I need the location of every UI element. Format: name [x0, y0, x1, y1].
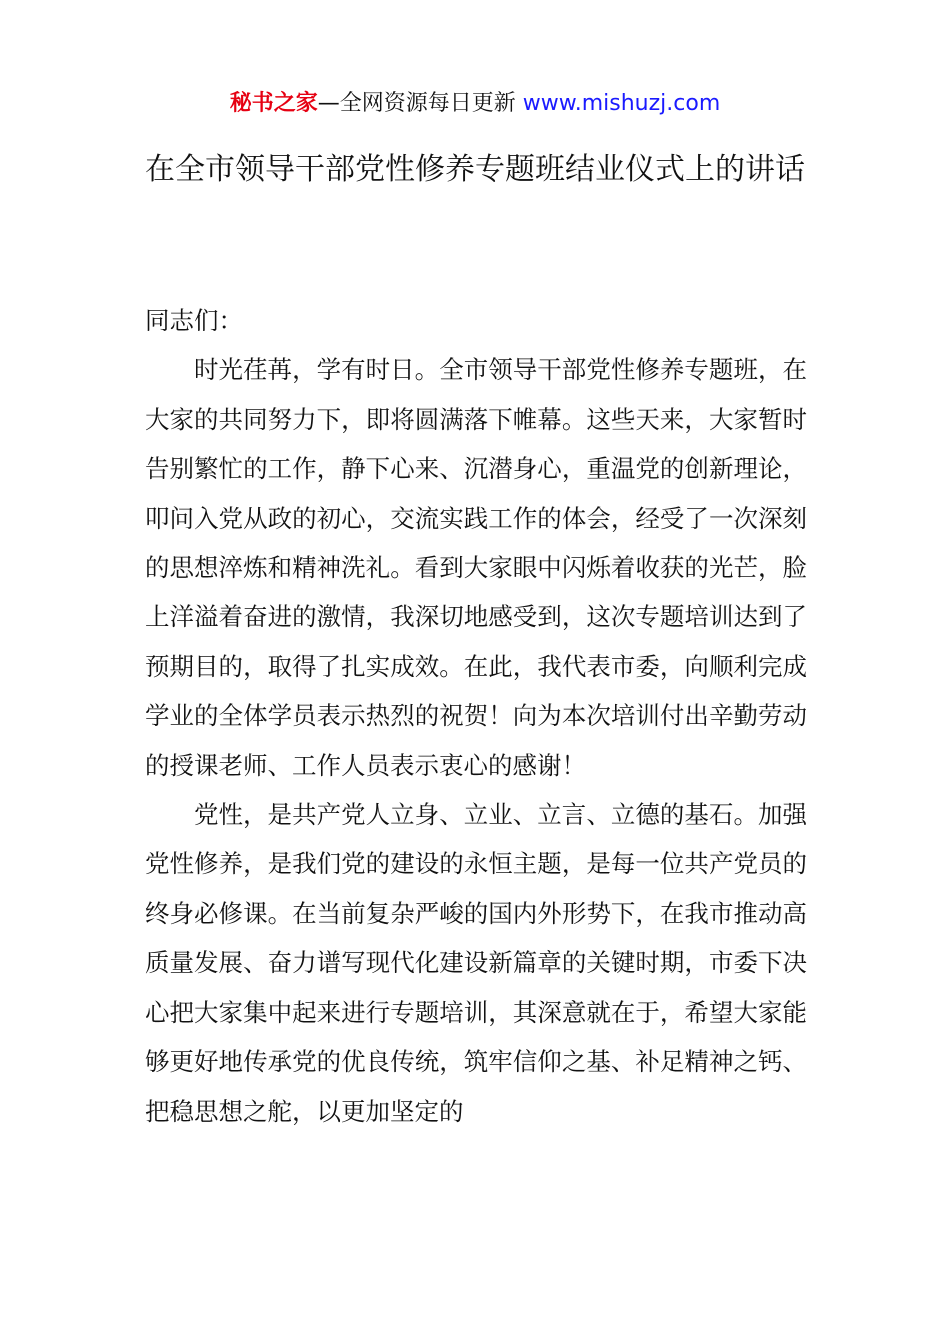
site-tagline: —全网资源每日更新: [317, 91, 523, 116]
document-title: 在全市领导干部党性修养专题班结业仪式上的讲话: [145, 152, 805, 187]
salutation: 同志们：: [145, 306, 243, 335]
body-paragraph-1: 时光荏苒，学有时日。全市领导干部党性修养专题班，在大家的共同努力下，即将圆满落下帷幕。这些天来，大家暂时告别繁忙的工作，静下心来、沉潜身心，重温党的创新理论，叩问入党从政的初心，交流实践工作的体会，经受了一次深刻的思想淬炼和精神洗礼。看到大家眼中闪烁着收获的光芒，脸上洋溢着奋进的激情，我深切地感受到，这次专题培训达到了预期目的，取得了扎实成效。在此，我代表市委，向顺利完成学业的全体学员表示热烈的祝贺！向为本次培训付出辛勤劳动的授课老师、工作人员表示衷心的感谢！: [145, 355, 807, 780]
document-body: [145, 296, 807, 1136]
site-brand: 秘书之家: [229, 91, 318, 116]
site-url-link[interactable]: www.mishuzj.com: [522, 91, 721, 116]
body-paragraph-2: 党性，是共产党人立身、立业、立言、立德的基石。加强党性修养，是我们党的建设的永恒主题，是每一位共产党员的终身必修课。在当前复杂严峻的国内外形势下，在我市推动高质量发展、奋力谱写现代化建设新篇章的关键时期，市委下决心把大家集中起来进行专题培训，其深意就在于，希望大家能够更好地传承党的优良传统，筑牢信仰之基、补足精神之钙、把稳思想之舵，以更加坚定的: [145, 800, 807, 1126]
site-header: [0, 88, 950, 120]
